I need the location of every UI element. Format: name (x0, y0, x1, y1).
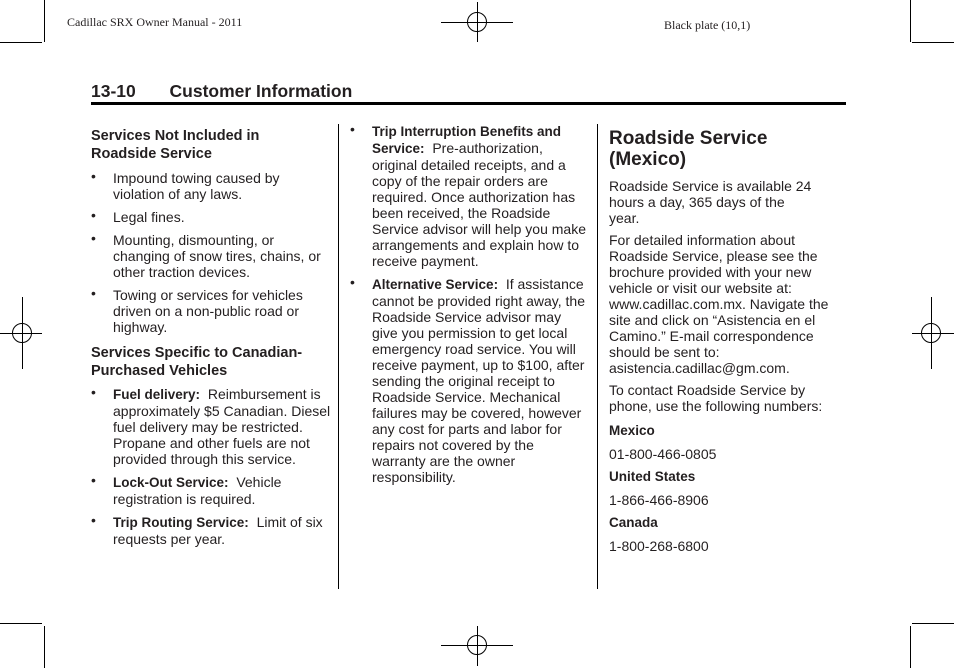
column-3 (609, 128, 839, 554)
crop-mark (910, 626, 911, 668)
phone-number: 01-800-466-0805 (609, 446, 717, 462)
column-1 (91, 127, 331, 547)
crop-mark (910, 0, 911, 42)
page-heading (91, 81, 352, 102)
list-item: • Alternative Service: If assistance cannot be provided right away, the Roadside Service advisor may give you permission to get local emergency road service. You will receive payment, up to $100, after sending the original receipt to Roadside Service. Mechanical failures may be covered, however any cost for parts and labor for repairs not covered by the warranty are the owner responsibility. (350, 274, 585, 485)
list-item: • Mounting, dismounting, or changing of snow tires, chains, or other traction devices. (91, 230, 321, 280)
crop-mark (0, 623, 42, 624)
list-item: • Towing or services for vehicles driven on a non-public road or highway. (91, 285, 303, 335)
list-item: • Trip Routing Service: Limit of six requests per year. (91, 512, 323, 547)
phone-number: 1-800-268-6800 (609, 538, 709, 554)
crop-mark (912, 42, 954, 43)
phone-number: 1-866-466-8906 (609, 492, 709, 508)
section-title: Customer Information (169, 81, 353, 101)
column-divider (338, 124, 339, 589)
plate-label: Black plate (10,1) (664, 18, 751, 32)
list-item: • Impound towing caused by violation of any laws. (91, 168, 280, 202)
paragraph: Roadside Service is available 24 hours a day, 365 days of the year. (609, 178, 812, 226)
subheading-not-included: Services Not Included in Roadside Service (91, 128, 260, 162)
list-item: • Fuel delivery: Reimbursement is approximately $5 Canadian. Diesel fuel delivery may be restricted. Propane and other fuels are not provided through this service. (91, 384, 331, 467)
phone-country-label: Canada (609, 515, 658, 530)
column-divider (597, 124, 598, 589)
phone-country-label: Mexico (609, 423, 655, 438)
crop-mark (44, 626, 45, 668)
title-rule (91, 102, 846, 105)
section-heading-mexico: Roadside Service (Mexico) (609, 128, 768, 170)
list-item: • Legal fines. (91, 207, 185, 225)
crop-mark (912, 623, 954, 624)
crop-mark (44, 0, 45, 42)
page-number: 13-10 (91, 81, 136, 101)
crop-mark (0, 42, 42, 43)
subheading-canadian: Services Specific to Canadian-Purchased Vehicles (91, 345, 303, 379)
column-2 (350, 123, 590, 485)
manual-title: Cadillac SRX Owner Manual - 2011 (67, 15, 243, 29)
paragraph: To contact Roadside Service by phone, use the following numbers: (609, 382, 823, 414)
paragraph: For detailed information about Roadside Service, please see the brochure provided with your new vehicle or visit our website at: www.cadillac.com.mx. Navigate the site and click on “Asistencia en el Camino.” E-mail correspondence should be sent to: asistencia.cadillac@gm.com. (609, 232, 829, 376)
list-item: • Trip Interruption Benefits and Service: Pre-authorization, original detailed receipts, and a copy of the repair orders are required. Once authorization has been received, the Roadside Service advisor will help you make arrangements and explain how to receive payment. (350, 121, 586, 269)
phone-country-label: United States (609, 469, 696, 484)
list-item: • Lock-Out Service: Vehicle registration is required. (91, 472, 282, 507)
